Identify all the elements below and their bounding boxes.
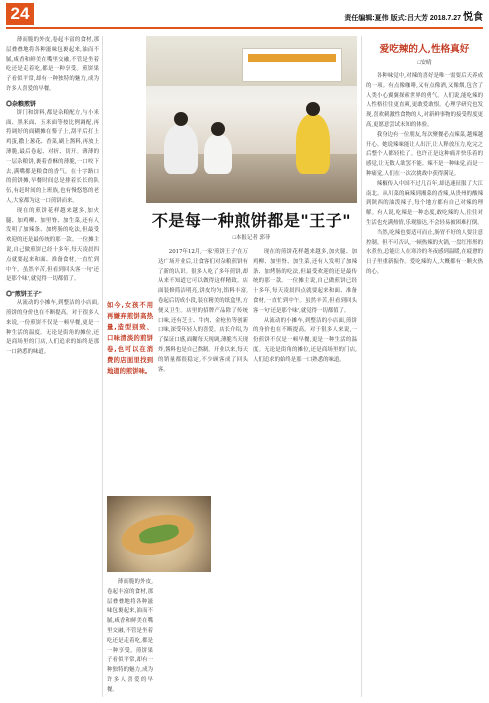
column-right <box>366 72 483 696</box>
side-byline: □安晴 <box>417 60 432 66</box>
pull-quote: 如今,女孩不用再嫌弃煎饼高热量,造型别致、口味清淡的煎饼卷,也可以在消费的店面里找到地道的煎饼味。 <box>107 302 153 375</box>
section-name: 悦食 <box>463 12 483 23</box>
body-paragraph: 从流动的小摊车,到整洁的小店面,煎饼的身价也在不断提高。对于很多人来说,一份煎饼不仅是一顿早餐,更是一种生活的温度。无论是街角的摊位,还是商场里的门店,人们追求的始终是那一口熟悉的味道。 <box>6 300 99 356</box>
body-paragraph: 饼门和饼料,都是杂粮配方,与小米面、黑米面、玉米面等按比例调配,再将调好的面糊摊在鏊子上,刮平后打上鸡蛋,撒上葱花、香菜,刷上酱料,再放上薄脆,最后卷起、对折、切开。薄薄的一层杂粮饼,裹着香酥的薄脆,一口咬下去,满嘴都是粮食的香气。在十字路口的煎饼摊,早餐时间总是排着长长的队伍,有赶时间的上班族,也有慢悠悠的老人,大家都为这一口煎饼而来。 <box>6 109 99 204</box>
page-number: 24 <box>6 3 34 25</box>
main-body-column <box>253 248 357 696</box>
body-paragraph: 辣椒传入中国不过几百年,却迅速征服了大江南北。从川菜的麻辣到湘菜的香辣,从贵州的酸辣到陕西的油泼辣子,每个地方都有自己对辣的理解。有人说,吃辣是一种态度,敢吃辣的人,往往对生活也充满热情,乐观豁达,不会轻易被困难打倒。 <box>366 180 483 226</box>
body-paragraph: 现在的煎饼花样越来越多,加火腿、加鸡柳、加里脊、加生菜,还有人发明了加辣条、加烤肠的吃法,但最受欢迎的还是最传统的那一款。一位摊主说,自己做煎饼已经十多年,每天凌晨四点就要起来和面、准备食材,一直忙到中午。虽然辛苦,但看到回头客一句'还是那个味',就觉得一切都值了。 <box>6 207 99 283</box>
body-paragraph: 从流动的小摊车,到整洁的小店面,煎饼的身价也在不断提高。对于很多人来说,一份煎饼不仅是一顿早餐,更是一种生活的温度。无论是街角的摊位,还是商场里的门店,人们追求的始终是那一口熟悉的味道。 <box>253 317 357 363</box>
side-headline: 爱吃辣的人,性格真好 <box>379 44 470 55</box>
header-info <box>344 8 483 23</box>
body-paragraph: 各种味觉中,对辣的喜好是唯一需要后天养成的一项。有点像咖啡,又有点像酒,又像烟,包含了人类小心翼翼探索世界的勇气。人们说,能吃辣的人性格往往更直爽,更敢爱敢恨。心理学研究也发现,喜欢刺激性食物的人,对新鲜事物的接受程度更高,更愿意尝试未知的体验。 <box>366 73 483 128</box>
column-divider <box>361 36 362 697</box>
staff-figure <box>204 134 232 174</box>
shop-photo <box>146 36 357 203</box>
body-paragraph: 当然,吃辣也要适可而止,肠胃不好的人要注意控制。但不可否认,一顿热辣的火锅,一盘红彤彤的水煮鱼,总能让人在寒冷的冬夜感到温暖,在疲惫的日子里重新振作。爱吃辣的人,大概都有一颗火热的心。 <box>366 229 483 275</box>
staff-figure <box>296 114 330 174</box>
body-paragraph: 现在的煎饼花样越来越多,加火腿、加鸡柳、加里脊、加生菜,还有人发明了加辣条、加烤肠的吃法,但最受欢迎的还是最传统的那一款。一位摊主说,自己做煎饼已经十多年,每天凌晨四点就要起来和面、准备食材,一直忙到中午。虽然辛苦,但看到回头客一句'还是那个味',就觉得一切都值了。 <box>253 249 357 314</box>
body-paragraph: 2017年12月,一家'煎饼王子'在万达广场开业后,让食客们对杂粮煎饼有了新的认识。很多人吃了多年煎饼,却从来不知道它可以做得这样精致。店面装修简洁明亮,饼皮均匀,馅料丰富,卷起后切成小段,装在精美的纸盒里,方便又卫生。店里的招牌产品除了传统口味,还有芝士、牛肉、金枪鱼等创新口味,深受年轻人的喜爱。店长介绍,为了保证口感,面糊每天现调,薄脆当天现炸,酱料也是自己熬制。开业以来,每天的销量都很稳定,不少顾客成了回头客。 <box>158 249 248 373</box>
main-body-column <box>158 248 248 696</box>
body-paragraph: 薄而脆的外皮,卷起丰富的食材,那层叠叠地将各种滋味包裹起来,油而不腻,咸香和鲜美在嘴里交融,不管是坐着吃还是走着吃,都是一种享受。煎饼果子看似平常,却有一种独特的魅力,成为许多人喜爱的早餐。 <box>107 579 153 693</box>
staff-head <box>174 112 188 126</box>
staff-head <box>211 122 225 136</box>
crepe-photo <box>107 496 211 572</box>
column-divider <box>102 36 103 697</box>
main-byline: □本报记者 郭菲 <box>232 235 271 241</box>
shop-sign <box>242 48 342 82</box>
subhead-grain-crepe: ◎杂粮煎饼 <box>6 101 37 108</box>
column-left <box>6 36 99 696</box>
header-meta: 责任编辑:夏伟 版式:吕大芳 2018.7.27 <box>344 15 462 22</box>
main-headline: 不是每一种煎饼都是"王子" <box>151 211 352 230</box>
header-rule <box>6 27 483 29</box>
staff-figure <box>164 124 198 174</box>
staff-head <box>306 102 320 116</box>
intro-paragraph: 薄而脆的外皮,卷起丰富的食材,那层叠叠地将各种滋味包裹起来,油而不腻,咸香和鲜美在嘴里交融,不管是坐着吃还是走着吃,都是一种享受。煎饼果子看似平常,却有一种独特的魅力,成为许多人喜爱的早餐。 <box>6 37 99 92</box>
subhead-crepe-prince: ◎"煎饼王子" <box>6 292 42 299</box>
body-paragraph: 我身边有一位朋友,每次聚餐必点辣菜,越辣越开心。她说辣味能让人出汗,让人释放压力,吃完之后整个人都轻松了。也许正是这种痛并快乐着的感觉,让无数人欲罢不能。辣不是一种味觉,而是一种痛觉,人们在一次次挑战中获得满足。 <box>366 131 483 177</box>
main-body-column <box>107 578 153 696</box>
